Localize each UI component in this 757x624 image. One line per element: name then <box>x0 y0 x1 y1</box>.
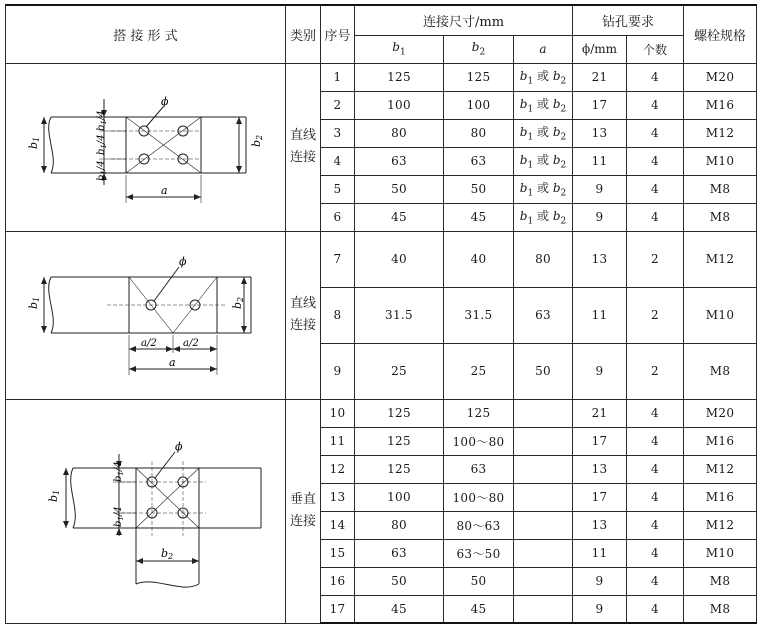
bolt-cell: M16 <box>684 91 757 119</box>
diagram-b2-label: b2 <box>160 547 173 561</box>
seq-cell: 11 <box>321 427 355 455</box>
bolt-cell: M8 <box>684 343 757 399</box>
phi-cell: 21 <box>573 63 627 91</box>
category-vertical: 垂直 连接 <box>286 399 321 623</box>
count-cell: 4 <box>627 203 684 231</box>
diagram-quarter-label-2: $b_1/4$ <box>95 134 108 155</box>
seq-cell: 14 <box>321 511 355 539</box>
b2-cell: 31.5 <box>444 287 514 343</box>
b2-cell: 63 <box>444 147 514 175</box>
b2-cell: 125 <box>444 399 514 427</box>
b1-cell: 31.5 <box>355 287 444 343</box>
b2-cell: 63～50 <box>444 539 514 567</box>
a-cell: 63 <box>514 287 573 343</box>
count-cell: 2 <box>627 343 684 399</box>
b1-cell: 45 <box>355 203 444 231</box>
bolt-cell: M10 <box>684 539 757 567</box>
header-drill: 钻孔要求 <box>573 5 684 35</box>
count-cell: 4 <box>627 595 684 623</box>
b1-cell: 125 <box>355 427 444 455</box>
diagram-b1-label: b1 <box>46 489 61 502</box>
header-count: 个数 <box>627 35 684 63</box>
a-cell <box>514 567 573 595</box>
table-row <box>6 63 757 91</box>
seq-cell: 2 <box>321 91 355 119</box>
b2-cell: 80 <box>444 119 514 147</box>
phi-cell: 9 <box>573 595 627 623</box>
seq-cell: 3 <box>321 119 355 147</box>
bolt-cell: M10 <box>684 287 757 343</box>
b1-cell: 40 <box>355 231 444 287</box>
bolt-cell: M12 <box>684 119 757 147</box>
b2-cell: 63 <box>444 455 514 483</box>
bolt-cell: M8 <box>684 567 757 595</box>
a-cell: 50 <box>514 343 573 399</box>
header-bolt: 螺栓规格 <box>684 5 757 63</box>
b1-cell: 80 <box>355 511 444 539</box>
phi-cell: 21 <box>573 399 627 427</box>
b2-cell: 40 <box>444 231 514 287</box>
b1-cell: 100 <box>355 91 444 119</box>
diagram-b1-label: b1 <box>26 136 41 149</box>
diagram-half-a-left: a/2 <box>140 338 157 349</box>
b2-cell: 45 <box>444 595 514 623</box>
header-b1: $b_1$ <box>355 35 444 63</box>
count-cell: 4 <box>627 455 684 483</box>
diagram-straight-4-bolt <box>6 63 286 231</box>
diagram-quarter-label-3: $b_1/4$ <box>95 160 108 181</box>
a-cell: 80 <box>514 231 573 287</box>
seq-cell: 8 <box>321 287 355 343</box>
count-cell: 4 <box>627 483 684 511</box>
b2-cell: 50 <box>444 567 514 595</box>
seq-cell: 5 <box>321 175 355 203</box>
count-cell: 4 <box>627 427 684 455</box>
a-cell: $b_1$ 或 $b_2$ <box>514 119 573 147</box>
phi-cell: 11 <box>573 287 627 343</box>
header-dims: 连接尺寸/mm <box>355 5 573 35</box>
b2-cell: 25 <box>444 343 514 399</box>
count-cell: 4 <box>627 511 684 539</box>
bolt-cell: M16 <box>684 427 757 455</box>
a-cell <box>514 483 573 511</box>
count-cell: 4 <box>627 399 684 427</box>
b1-cell: 100 <box>355 483 444 511</box>
phi-cell: 9 <box>573 203 627 231</box>
diagram-vertical-4-bolt <box>6 399 286 623</box>
phi-cell: 13 <box>573 119 627 147</box>
table-row <box>6 399 757 427</box>
bolt-cell: M8 <box>684 203 757 231</box>
bolt-cell: M20 <box>684 63 757 91</box>
phi-cell: 13 <box>573 511 627 539</box>
diagram-straight-2-bolt <box>6 231 286 399</box>
bolt-cell: M10 <box>684 147 757 175</box>
straight-4-bolt-diagram <box>11 67 281 227</box>
a-cell <box>514 427 573 455</box>
count-cell: 4 <box>627 539 684 567</box>
b2-cell: 45 <box>444 203 514 231</box>
diagram-b2-label: b2 <box>249 134 264 147</box>
a-cell: $b_1$ 或 $b_2$ <box>514 91 573 119</box>
seq-cell: 9 <box>321 343 355 399</box>
count-cell: 4 <box>627 119 684 147</box>
a-cell: $b_1$ 或 $b_2$ <box>514 147 573 175</box>
busbar-lap-joint-table <box>5 4 757 624</box>
count-cell: 2 <box>627 231 684 287</box>
seq-cell: 16 <box>321 567 355 595</box>
b1-cell: 63 <box>355 147 444 175</box>
b1-cell: 45 <box>355 595 444 623</box>
count-cell: 4 <box>627 147 684 175</box>
diagram-phi-label: ϕ <box>174 440 182 453</box>
a-cell <box>514 595 573 623</box>
b2-cell: 50 <box>444 175 514 203</box>
header-b2: $b_2$ <box>444 35 514 63</box>
b2-cell: 100～80 <box>444 427 514 455</box>
diagram-b2-label: b2 <box>230 296 245 309</box>
count-cell: 4 <box>627 91 684 119</box>
seq-cell: 12 <box>321 455 355 483</box>
vertical-4-bolt-diagram <box>11 406 281 616</box>
phi-cell: 17 <box>573 427 627 455</box>
bolt-cell: M8 <box>684 175 757 203</box>
header-seq: 序号 <box>321 5 355 63</box>
b1-cell: 25 <box>355 343 444 399</box>
diagram-b1-label: b1 <box>26 296 41 309</box>
seq-cell: 4 <box>321 147 355 175</box>
straight-2-bolt-diagram <box>11 235 281 395</box>
b1-cell: 125 <box>355 455 444 483</box>
category-straight-1: 直线 连接 <box>286 63 321 231</box>
b2-cell: 100～80 <box>444 483 514 511</box>
phi-cell: 17 <box>573 91 627 119</box>
bolt-cell: M12 <box>684 511 757 539</box>
bolt-cell: M20 <box>684 399 757 427</box>
diagram-phi-label: ϕ <box>178 255 186 268</box>
header-a: a <box>514 35 573 63</box>
b1-cell: 50 <box>355 175 444 203</box>
seq-cell: 17 <box>321 595 355 623</box>
diagram-a-label: a <box>160 184 168 197</box>
header-category: 类别 <box>286 5 321 63</box>
a-cell: $b_1$ 或 $b_2$ <box>514 203 573 231</box>
phi-cell: 13 <box>573 455 627 483</box>
seq-cell: 1 <box>321 63 355 91</box>
diagram-phi-label: ϕ <box>160 95 168 108</box>
diagram-a-label: a <box>168 356 176 369</box>
b1-cell: 80 <box>355 119 444 147</box>
b1-cell: 63 <box>355 539 444 567</box>
b2-cell: 125 <box>444 63 514 91</box>
bolt-cell: M16 <box>684 483 757 511</box>
b2-cell: 80～63 <box>444 511 514 539</box>
b1-cell: 125 <box>355 63 444 91</box>
phi-cell: 13 <box>573 231 627 287</box>
count-cell: 4 <box>627 63 684 91</box>
count-cell: 4 <box>627 175 684 203</box>
seq-cell: 15 <box>321 539 355 567</box>
a-cell <box>514 511 573 539</box>
diagram-quarter-label-1: $b_1/4$ <box>112 461 125 482</box>
a-cell <box>514 539 573 567</box>
header-form: 搭 接 形 式 <box>6 5 286 63</box>
seq-cell: 7 <box>321 231 355 287</box>
b2-cell: 100 <box>444 91 514 119</box>
diagram-half-a-right: a/2 <box>182 338 199 349</box>
a-cell: $b_1$ 或 $b_2$ <box>514 175 573 203</box>
phi-cell: 9 <box>573 567 627 595</box>
phi-cell: 9 <box>573 343 627 399</box>
bolt-cell: M12 <box>684 455 757 483</box>
phi-cell: 17 <box>573 483 627 511</box>
b1-cell: 125 <box>355 399 444 427</box>
b1-cell: 50 <box>355 567 444 595</box>
count-cell: 4 <box>627 567 684 595</box>
seq-cell: 6 <box>321 203 355 231</box>
header-phi: ϕ/mm <box>573 35 627 63</box>
diagram-quarter-label-1: $b_1/4$ <box>95 110 108 131</box>
a-cell <box>514 455 573 483</box>
bolt-cell: M8 <box>684 595 757 623</box>
category-straight-2: 直线 连接 <box>286 231 321 399</box>
seq-cell: 10 <box>321 399 355 427</box>
diagram-quarter-label-2: $b_1/4$ <box>112 506 125 527</box>
phi-cell: 9 <box>573 175 627 203</box>
bolt-cell: M12 <box>684 231 757 287</box>
count-cell: 2 <box>627 287 684 343</box>
phi-cell: 11 <box>573 147 627 175</box>
table-row <box>6 231 757 287</box>
seq-cell: 13 <box>321 483 355 511</box>
a-cell <box>514 399 573 427</box>
phi-cell: 11 <box>573 539 627 567</box>
a-cell: $b_1$ 或 $b_2$ <box>514 63 573 91</box>
